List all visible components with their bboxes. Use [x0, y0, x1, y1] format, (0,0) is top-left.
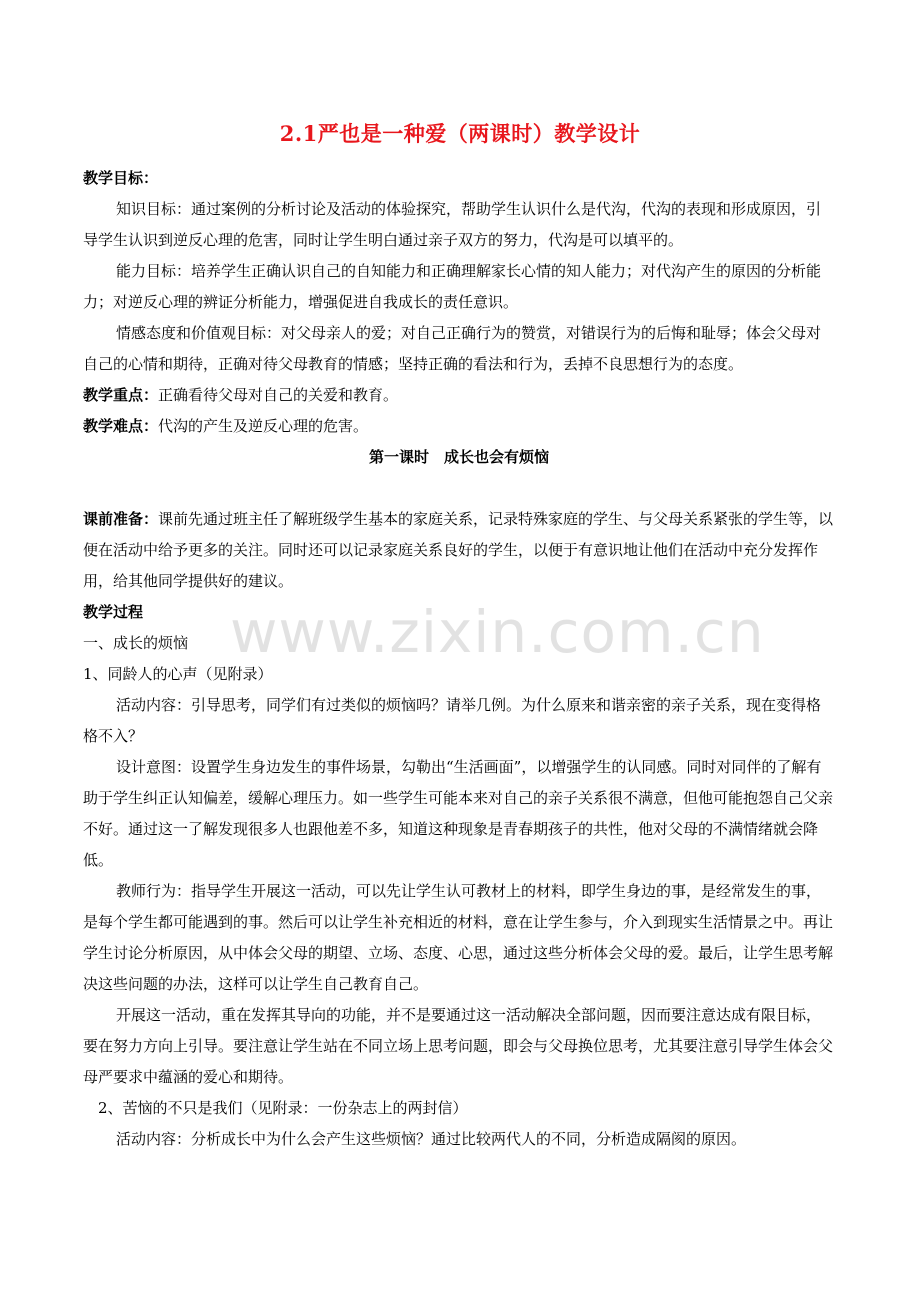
key-point-label: 教学重点： — [83, 386, 159, 404]
activity-note-1: 开展这一活动，重在发挥其导向的功能，并不是要通过这一活动解决全部问题，因而要注意达成有限目标，要在努力方向上引导。要注意让学生站在不同立场上思考问题，即会与父母换位思考，尤其要注意引导学生体会父母严要求中蕴涵的爱心和期待。 — [83, 1006, 834, 1086]
document-body — [83, 163, 835, 1155]
item-heading-2: 2、苦恼的不只是我们（见附录：一份杂志上的两封信） — [98, 1099, 468, 1117]
teacher-behavior-1: 教师行为：指导学生开展这一活动，可以先让学生认可教材上的材料，即学生身边的事，是经常发生的事，是每个学生都可能遇到的事。然后可以让学生补充相近的材料，意在让学生参与，介入到现实生活情景之中。再让学生讨论分析原因，从中体会父母的期望、立场、态度、心思，通过这些分析体会父母的爱。最后，让学生思考解决这些问题的办法，这样可以让学生自己教育自己。 — [83, 882, 834, 993]
ability-objective: 能力目标：培养学生正确认识自己的自知能力和正确理解家长心情的知人能力；对代沟产生的原因的分析能力；对逆反心理的辨证分析能力，增强促进自我成长的责任意识。 — [83, 262, 822, 311]
activity-content-1: 活动内容：引导思考，同学们有过类似的烦恼吗？请举几例。为什么原来和谐亲密的亲子关系，现在变得格格不入？ — [83, 696, 822, 745]
preparation-label: 课前准备： — [83, 510, 159, 528]
activity-content-2: 活动内容：分析成长中为什么会产生这些烦恼？通过比较两代人的不同，分析造成隔阂的原因。 — [116, 1130, 747, 1148]
difficulty-text: 代沟的产生及逆反心理的危害。 — [158, 417, 369, 435]
lesson-title: 第一课时 成长也会有烦恼 — [368, 448, 549, 466]
knowledge-objective: 知识目标：通过案例的分析讨论及活动的体验探究，帮助学生认识什么是代沟，代沟的表现和形成原因，引导学生认识到逆反心理的危害，同时让学生明白通过亲子双方的努力，代沟是可以填平的。 — [83, 200, 822, 249]
spacer — [83, 473, 835, 504]
watermark: www.zixin.com.cn — [230, 598, 765, 666]
document-title: 2.1严也是一种爱（两课时）教学设计 — [279, 121, 641, 146]
emotion-objective: 情感态度和价值观目标：对父母亲人的爱；对自己正确行为的赞赏，对错误行为的后悔和耻辱；体会父母对自己的心情和期待，正确对待父母教育的情感；坚持正确的看法和行为，丢掉不良思想行为的态度。 — [83, 324, 822, 373]
process-heading: 教学过程 — [83, 603, 144, 621]
section-heading-1: 一、成长的烦恼 — [83, 634, 189, 652]
objectives-heading: 教学目标： — [83, 169, 159, 187]
key-point-text: 正确看待父母对自己的关爱和教育。 — [158, 386, 399, 404]
preparation-text: 课前先通过班主任了解班级学生基本的家庭关系，记录特殊家庭的学生、与父母关系紧张的学生等，以便在活动中给予更多的关注。同时还可以记录家庭关系良好的学生，以便于有意识地让他们在活动中充分发挥作用，给其他同学提供好的建议。 — [83, 510, 834, 590]
design-intent-1: 设计意图：设置学生身边发生的事件场景，勾勒出“生活画面”，以增强学生的认同感。同时对同伴的了解有助于学生纠正认知偏差，缓解心理压力。如一些学生可能本来对自己的亲子关系很不满意，但他可能抱怨自己父亲不好。通过这一了解发现很多人也跟他差不多，知道这种现象是青春期孩子的共性，他对父母的不满情绪就会降低。 — [83, 758, 834, 869]
difficulty-point — [83, 411, 835, 442]
preparation — [83, 504, 835, 597]
item-heading-1: 1、同龄人的心声（见附录） — [83, 665, 273, 683]
difficulty-label: 教学难点： — [83, 417, 159, 435]
key-point — [83, 380, 835, 411]
